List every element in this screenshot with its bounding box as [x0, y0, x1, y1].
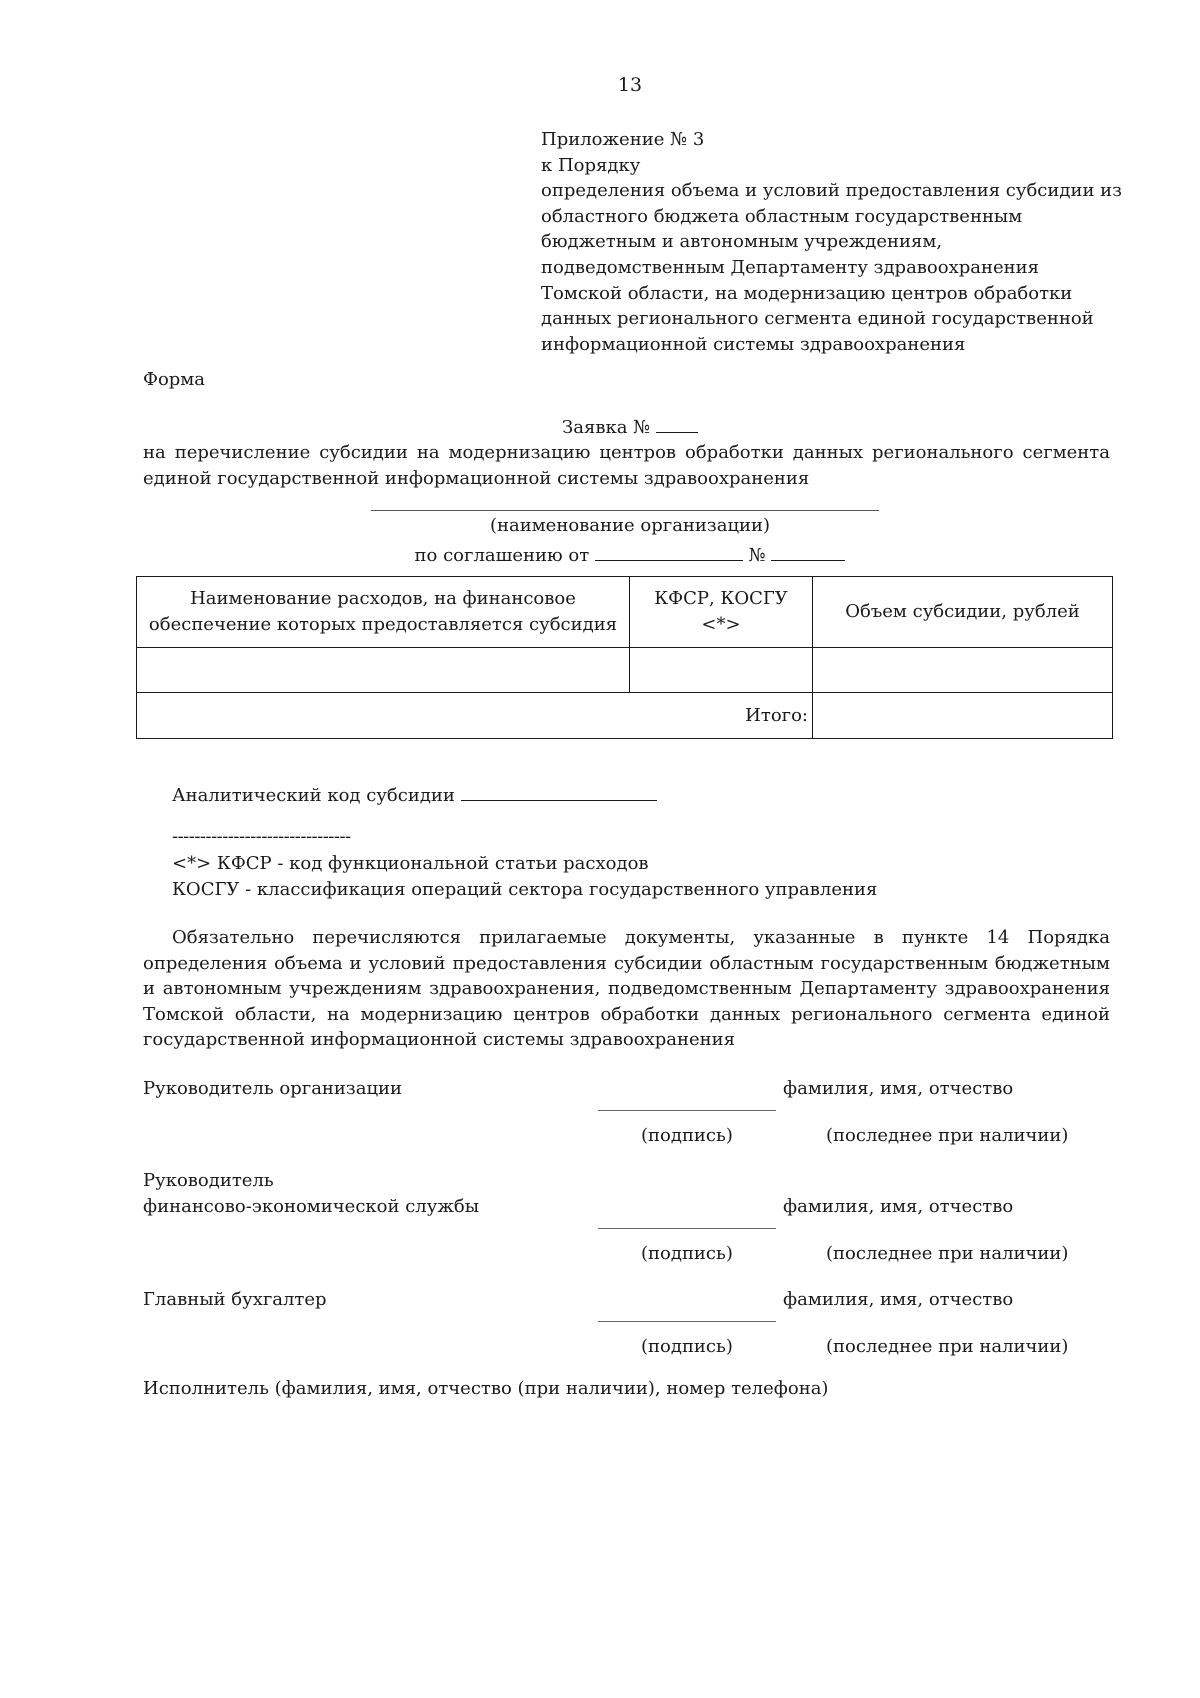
- signature-caption: (подпись): [641, 1336, 733, 1357]
- signature-role-label: Руководитель организации: [143, 1078, 403, 1099]
- appendix-line: Приложение № 3: [541, 129, 705, 150]
- subsidy-table: [136, 576, 1113, 739]
- organization-name-caption: (наименование организации): [489, 515, 771, 536]
- header-text: Наименование расходов, на финансовое: [190, 588, 576, 609]
- executor-line: Исполнитель (фамилия, имя, отчество (при наличии), номер телефона): [143, 1378, 829, 1399]
- form-label: Форма: [143, 369, 206, 390]
- signature-fio-label: фамилия, имя, отчество: [783, 1196, 1014, 1217]
- fio-caption: (последнее при наличии): [826, 1336, 1069, 1357]
- cell-expense-name[interactable]: [137, 648, 630, 693]
- header-text: обеспечение которых предоставляется субсидия: [148, 614, 618, 635]
- obligatory-documents-text: Обязательно перечисляются прилагаемые документы, указанные в пункте 14 Порядка определения объема и условий предоставления субсидии областным государственным бюджетным и автономным учреждениям здравоохранения, подведомственным Департаменту здравоохранения Томской области, на модернизацию центров обработки данных регионального сегмента единой государственной информационной системы здравоохранения: [143, 927, 1110, 1051]
- footnote-kosgu: КОСГУ - классификация операций сектора государственного управления: [172, 879, 878, 900]
- analytic-code-field[interactable]: [461, 782, 657, 801]
- total-value[interactable]: [813, 693, 1113, 739]
- signature-field[interactable]: [598, 1228, 776, 1229]
- page-number: 13: [617, 74, 643, 96]
- analytic-code-label: Аналитический код субсидии: [172, 785, 455, 806]
- signature-field[interactable]: [598, 1110, 776, 1111]
- agreement-date-field[interactable]: [595, 542, 743, 561]
- signature-role-label: Главный бухгалтер: [143, 1289, 327, 1310]
- signature-caption: (подпись): [641, 1243, 733, 1264]
- footnote-kfsr: <*> КФСР - код функциональной статьи расходов: [172, 853, 649, 874]
- request-title-text: Заявка №: [562, 417, 651, 438]
- agreement-number-field[interactable]: [771, 542, 845, 561]
- signature-field[interactable]: [598, 1321, 776, 1322]
- header-text: <*>: [701, 614, 741, 635]
- appendix-line: областного бюджета областным государственным: [541, 205, 1023, 227]
- cell-subsidy-amount[interactable]: [813, 648, 1113, 693]
- appendix-line: к Порядку: [541, 154, 641, 176]
- appendix-line: данных регионального сегмента единой государственной: [541, 308, 1094, 330]
- request-title: [0, 414, 1200, 438]
- appendix-line: бюджетным и автономным учреждениям,: [541, 231, 943, 253]
- agreement-number-sign: №: [748, 545, 766, 566]
- fio-caption: (последнее при наличии): [826, 1125, 1069, 1146]
- total-label: Итого:: [137, 693, 813, 739]
- signature-fio-label: фамилия, имя, отчество: [783, 1289, 1014, 1310]
- appendix-line: Томской области, на модернизацию центров обработки: [541, 282, 1073, 304]
- cell-kfsr-kosgu[interactable]: [630, 648, 813, 693]
- agreement-line: [0, 542, 1200, 566]
- footnote-separator: --------------------------------: [172, 826, 351, 847]
- fio-caption: (последнее при наличии): [826, 1243, 1069, 1264]
- organization-name-field[interactable]: [371, 510, 879, 511]
- appendix-line: определения объема и условий предоставления субсидии из: [541, 180, 1123, 202]
- request-number-field[interactable]: [656, 414, 698, 433]
- header-text: КФСР, КОСГУ: [654, 588, 788, 609]
- header-kfsr-kosgu: [630, 577, 813, 648]
- analytic-code-line: [172, 782, 657, 806]
- appendix-header: [541, 127, 1141, 357]
- request-subtitle: на перечисление субсидии на модернизацию центров обработки данных регионального сегмента единой государственной информационной системы здравоохранения: [143, 442, 1110, 489]
- signature-caption: (подпись): [641, 1125, 733, 1146]
- appendix-line: подведомственным Департаменту здравоохранения: [541, 256, 1040, 278]
- table-row: [137, 648, 1113, 693]
- appendix-line: информационной системы здравоохранения: [541, 333, 966, 355]
- table-header-row: [137, 577, 1113, 648]
- table-total-row: [137, 693, 1113, 739]
- header-subsidy-amount: Объем субсидии, рублей: [813, 577, 1113, 648]
- signature-role-label-line2: финансово-экономической службы: [143, 1196, 480, 1217]
- signature-role-label: Руководитель: [143, 1170, 274, 1191]
- header-expense-name: [137, 577, 630, 648]
- agreement-prefix: по соглашению от: [414, 545, 590, 566]
- signature-fio-label: фамилия, имя, отчество: [783, 1078, 1014, 1099]
